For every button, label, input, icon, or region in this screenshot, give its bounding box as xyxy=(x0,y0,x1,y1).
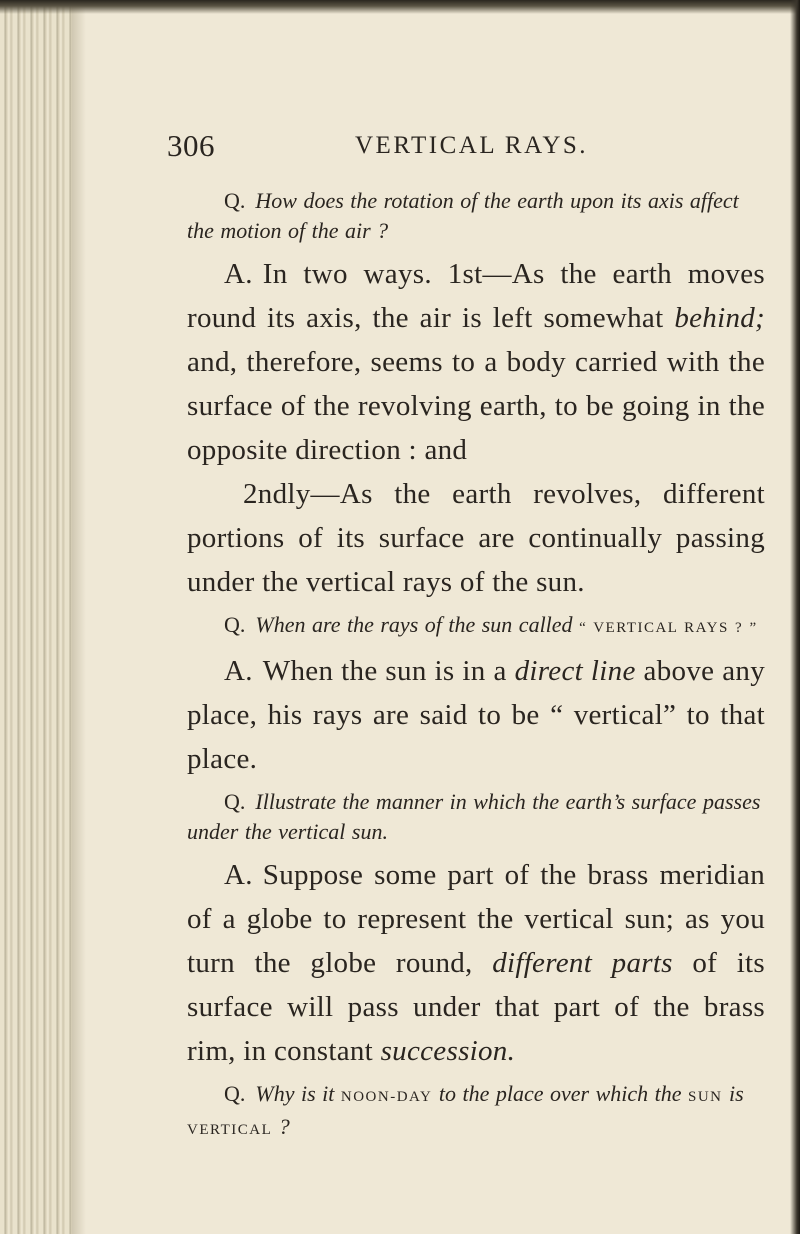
page-header xyxy=(167,128,767,172)
answer-emphasis: different parts xyxy=(492,947,673,979)
answer-label: A. xyxy=(224,655,253,687)
question-text: is xyxy=(722,1081,744,1106)
page-right-edge xyxy=(790,0,800,1234)
question-text: When are the rays of the sun called xyxy=(255,612,573,637)
answer-text: When the sun is in a xyxy=(262,655,515,687)
question-text: Why is it xyxy=(255,1081,341,1106)
answer-text: Suppose some part of the brass meridian of a globe to represent the vertical sun; as you turn the globe round, xyxy=(187,859,765,979)
answer-1 xyxy=(187,252,765,604)
question-label: Q. xyxy=(224,612,246,637)
qa-block-2 xyxy=(187,610,765,781)
question-text: Illustrate the manner in which the earth’s surface passes under the vertical sun. xyxy=(187,789,761,844)
book-page xyxy=(80,0,780,1234)
qa-block-1 xyxy=(187,186,765,604)
answer-emphasis: succession. xyxy=(380,1035,516,1067)
qa-block-3 xyxy=(187,787,765,1073)
question-small-caps: VERTICAL xyxy=(187,1122,273,1138)
page-body xyxy=(187,186,765,1149)
book-binding-edge xyxy=(0,0,72,1234)
question-4 xyxy=(187,1079,765,1145)
answer-label: A. xyxy=(224,258,253,290)
question-1 xyxy=(187,186,765,246)
answer-label: A. xyxy=(224,859,253,891)
question-label: Q. xyxy=(224,188,246,213)
answer-text: and, therefore, seems to a body carried with the surface of the revolving earth, to be going in the opposite direction : and xyxy=(187,346,765,466)
answer-text: above any place, his rays are said to be “ vertical” to that place. xyxy=(187,655,766,775)
answer-text: of its surface will pass under that part of the brass rim, in constant xyxy=(187,947,765,1067)
page-number: 306 xyxy=(167,128,215,163)
question-2 xyxy=(187,610,765,643)
question-text: to the place over which the xyxy=(432,1081,688,1106)
question-text: ? xyxy=(272,1114,290,1139)
running-head: VERTICAL RAYS. xyxy=(355,132,589,159)
answer-2 xyxy=(187,649,765,781)
question-label: Q. xyxy=(224,789,246,814)
answer-text: In two ways. 1st—As the earth moves round its axis, the air is left somewhat xyxy=(187,258,765,334)
question-small-caps: NOON-DAY xyxy=(340,1089,433,1105)
answer-3 xyxy=(187,853,765,1073)
answer-emphasis: behind; xyxy=(674,302,765,334)
answer-paragraph-2: 2ndly—As the earth revolves, different portions of its surface are continually passing under the vertical rays of the sun. xyxy=(187,478,765,598)
question-3 xyxy=(187,787,765,847)
question-label: Q. xyxy=(224,1081,246,1106)
question-text: How does the rotation of the earth upon its axis affect the motion of the air ? xyxy=(187,188,739,243)
question-small-caps: “ VERTICAL RAYS ? ” xyxy=(579,620,758,636)
answer-emphasis: direct line xyxy=(514,655,636,687)
question-small-caps: SUN xyxy=(688,1089,723,1105)
qa-block-4 xyxy=(187,1079,765,1145)
